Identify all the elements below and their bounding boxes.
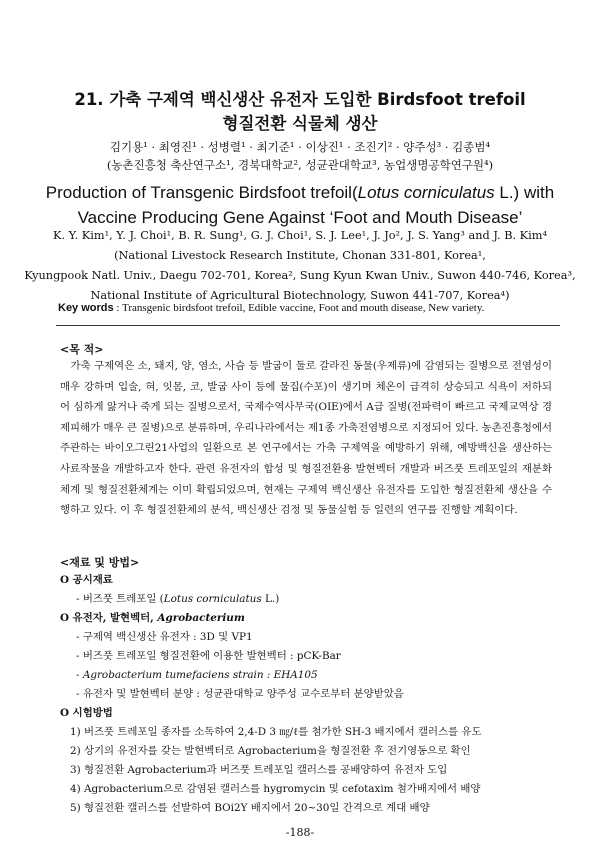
korean-title-line-2: 형질전환 식물체 생산 bbox=[222, 114, 378, 133]
method-step: 4) Agrobacterium으로 감염된 캘러스를 hygromycin 및 cefotaxim 첨가배지에서 배양 bbox=[70, 783, 481, 795]
methods-heading: <재료 및 방법> bbox=[60, 556, 140, 569]
genes-item: - Agrobacterium tumefaciens strain : EHA105 bbox=[76, 669, 318, 681]
affiliation-line: Kyungpook Natl. Univ., Daegu 702-701, Korea², Sung Kyun Kwan Univ., Suwon 440-746, Korea³, bbox=[24, 269, 576, 282]
korean-title-line-1: 21. 가축 구제역 백신생산 유전자 도입한 Birdsfoot trefoil bbox=[74, 90, 526, 109]
english-title-line-2: Vaccine Producing Gene Against ‘Foot and Mouth Disease’ bbox=[77, 208, 523, 227]
method-step: 1) 버즈풋 트레포일 종자를 소독하여 2,4-D 3 ㎎/ℓ를 첨가한 SH-3 배지에서 캘러스를 유도 bbox=[70, 726, 482, 738]
item-text: - 버즈풋 트레포일 ( bbox=[76, 593, 164, 605]
divider bbox=[56, 325, 560, 326]
heading-text-italic: Agrobacterium bbox=[157, 612, 245, 624]
genes-item: - 구제역 백신생산 유전자 : 3D 및 VP1 bbox=[76, 631, 253, 643]
methods-subheading: O 시험방법 bbox=[60, 707, 113, 719]
affiliation-line: National Institute of Agricultural Biotechnology, Suwon 441-707, Korea⁴) bbox=[90, 289, 510, 302]
english-title-part: Production of Transgenic Birdsfoot trefoil( bbox=[45, 183, 358, 202]
genes-item: - 유전자 및 발현벡터 분양 : 성균관대학교 양주성 교수로부터 분양받았음 bbox=[76, 688, 404, 700]
method-step: 5) 형질전환 캘러스를 선발하여 BOi2Y 배지에서 20~30일 간격으로 계대 배양 bbox=[70, 802, 430, 814]
genes-item: - 버즈풋 트레포일 형질전환에 이용한 발현벡터 : pCK-Bar bbox=[76, 650, 341, 662]
method-step: 3) 형질전환 Agrobacterium과 버즈풋 트레포일 캘러스를 공배양하여 유전자 도입 bbox=[70, 764, 448, 776]
keywords bbox=[58, 302, 558, 314]
materials-heading: O 공시재료 bbox=[60, 574, 113, 586]
korean-affiliations: (농촌진흥청 축산연구소¹, 경북대학교², 성균관대학교³, 농업생명공학연구원⁴) bbox=[106, 158, 494, 172]
korean-authors bbox=[0, 138, 600, 174]
materials-item bbox=[76, 591, 279, 607]
purpose-heading: <목 적> bbox=[60, 343, 104, 356]
english-authors bbox=[0, 226, 600, 306]
english-title-part: L.) with bbox=[494, 183, 555, 202]
genes-heading bbox=[60, 610, 245, 626]
english-title bbox=[0, 180, 600, 230]
keywords-text: : Transgenic birdsfoot trefoil, Edible vaccine, Foot and mouth disease, New variety. bbox=[113, 302, 485, 314]
affiliation-line: (National Livestock Research Institute, Chonan 331-801, Korea¹, bbox=[114, 249, 486, 262]
english-author-list: K. Y. Kim¹, Y. J. Choi¹, B. R. Sung¹, G. J. Choi¹, S. J. Lee¹, J. Jo², J. S. Yang³ and J. B. Kim⁴ bbox=[53, 229, 547, 242]
korean-author-list: 김기용¹ · 최영진¹ · 성병렬¹ · 최기준¹ · 이상진¹ · 조진기² · 양주성³ · 김종범⁴ bbox=[109, 140, 491, 154]
english-title-line-1 bbox=[0, 180, 600, 205]
keywords-label: Key words bbox=[58, 302, 114, 314]
item-text: L.) bbox=[261, 593, 280, 605]
page-number: -188- bbox=[285, 826, 315, 839]
species-name: Lotus corniculatus bbox=[357, 183, 495, 202]
korean-title bbox=[0, 88, 600, 136]
heading-text: O 유전자, 발현벡터, bbox=[60, 612, 158, 624]
species-name: Lotus corniculatus bbox=[163, 593, 262, 605]
method-step: 2) 상기의 유전자를 갖는 발현벡터로 Agrobacterium을 형질전환 후 전기영동으로 확인 bbox=[70, 745, 471, 757]
purpose-paragraph: 가축 구제역은 소, 돼지, 양, 염소, 사슴 등 발굽이 둘로 갈라진 동물(우제류)에 감염되는 질병으로 전염성이 매우 강하며 입술, 혀, 잇몸, 코, 발굽 사이 등에 물집(수포)이 생기며 체온이 급격히 상승되고 식욕이 저하되어 심하게 앓거나 죽게 되는 질병으로서, 국제수역사무국(OIE)에서 A급 질병(전파력이 빠르고 국제교역상 경제피해가 매우 큰 질병)으로 분류하며, 우리나라에서는 제1종 가축전염병으로 지정되어 있다. 농촌진흥청에서 주관하는 바이오그린21사업의 일환으로 본 연구에서는 가축 구제역을 예방하기 위해, 예방백신을 생산하는 사료작물을 개발하고자 한다. 관련 유전자의 합성 및 형질전환용 발현벡터 개발과 버즈풋 트레포일의 재분화체계 및 형질전환체계는 이미 확립되었으며, 현재는 구제역 백신생산 유전자를 도입한 형질전환체 생산을 수행하고 있다. 이 후 형질전환체의 분석, 백신생산 검정 및 동물실험 등 일련의 연구를 진행할 계획이다. bbox=[60, 360, 552, 517]
